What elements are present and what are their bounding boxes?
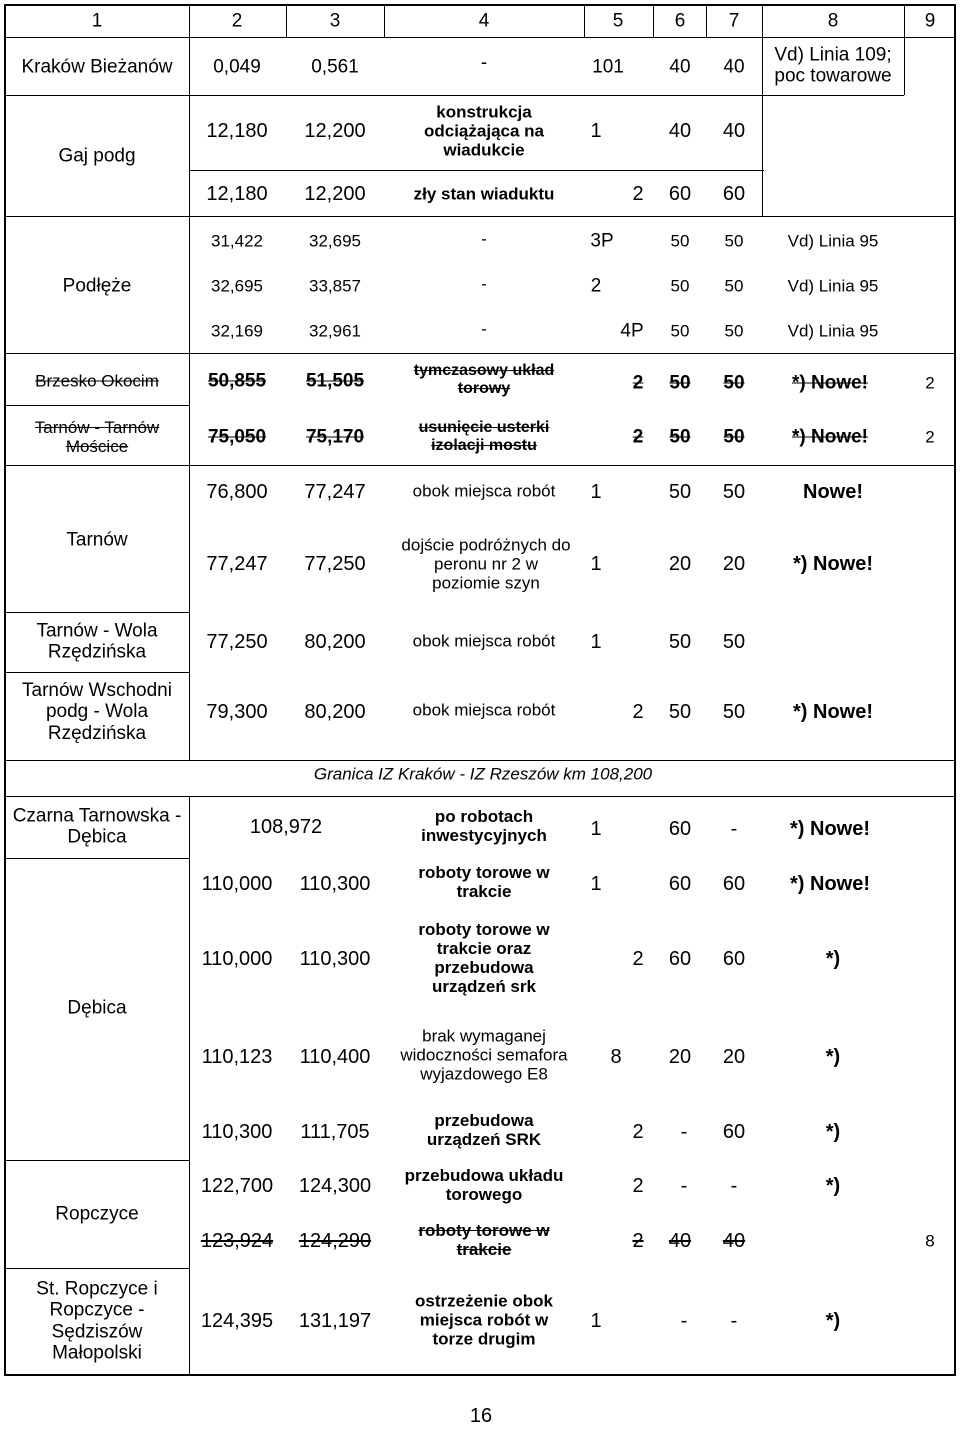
speed-2: 50 (724, 321, 744, 341)
speed-1: 50 (669, 372, 691, 394)
remarks: Vd) Linia 109; poc towarowe (774, 44, 892, 87)
speed-2: 20 (722, 553, 746, 575)
km-from: 0,049 (213, 56, 261, 78)
table-border-bottom (4, 1374, 956, 1376)
speed-1: - (680, 1121, 688, 1143)
track: 1 (590, 818, 602, 840)
remarks: *) Nowe! (792, 372, 868, 394)
km-to: 80,200 (304, 631, 366, 653)
track: 1 (590, 631, 602, 653)
col9-value: 2 (925, 427, 935, 447)
remarks: *) (825, 948, 841, 970)
km-from: 31,422 (211, 231, 263, 251)
col8-box (762, 95, 904, 96)
station-name: Podłęże (62, 275, 132, 297)
row-divider (4, 672, 190, 673)
km-from: 75,050 (207, 426, 267, 448)
header-sep (286, 4, 287, 38)
header-sep (384, 4, 385, 38)
speed-2: 50 (722, 631, 746, 653)
col9-divider (904, 37, 905, 95)
table-border-right (954, 4, 956, 1376)
reason: przebudowa układu torowego (404, 1165, 564, 1204)
speed-1: 60 (668, 948, 692, 970)
row-divider (4, 796, 956, 797)
reason: zły stan wiaduktu (413, 184, 555, 204)
km-from: 110,000 (201, 873, 273, 895)
track: 2 (632, 1230, 644, 1252)
km-from: 110,300 (201, 1121, 273, 1143)
km-to: 32,961 (309, 321, 361, 341)
header-sep (584, 4, 585, 38)
col1-divider (189, 796, 190, 1376)
reason: roboty torowe w trakcie oraz przebudowa urządzeń srk (418, 919, 550, 997)
col9-value: 2 (925, 373, 935, 393)
remarks: Vd) Linia 95 (787, 321, 879, 341)
reason: - (481, 274, 487, 294)
col8-divider (762, 37, 763, 217)
km-to: 124,290 (298, 1230, 372, 1252)
km-from: 110,000 (201, 948, 273, 970)
reason: - (481, 229, 487, 249)
remarks: *) Nowe! (790, 873, 870, 895)
speed-2: 50 (722, 481, 746, 503)
track: 101 (592, 56, 624, 78)
speed-2: 50 (723, 372, 745, 394)
km-from: 12,180 (206, 183, 268, 205)
table-border-left (4, 4, 6, 1376)
reason: roboty torowe w trakcie (418, 1220, 550, 1259)
reason: ostrzeżenie obok miejsca robót w torze drugim (415, 1291, 553, 1349)
column-header: 6 (674, 10, 686, 32)
row-divider (189, 170, 764, 171)
remarks: *) (825, 1175, 841, 1197)
km-from: 77,247 (206, 553, 268, 575)
km-to: 131,197 (298, 1310, 372, 1332)
speed-2: 50 (724, 231, 744, 251)
speed-2: 40 (723, 56, 745, 78)
station-name: St. Ropczyce i Ropczyce - Sędziszów Małopolski (36, 1278, 158, 1364)
km-from: 124,395 (200, 1310, 274, 1332)
km-to: 110,300 (299, 948, 371, 970)
speed-1: - (680, 1310, 688, 1332)
reason: usunięcie usterki izolacji mostu (418, 419, 550, 454)
remarks: *) Nowe! (793, 701, 873, 723)
row-divider (4, 1268, 190, 1269)
track: 1 (590, 1310, 602, 1332)
track: 2 (632, 183, 644, 205)
speed-1: 60 (668, 183, 692, 205)
reason: tymczasowy układ torowy (413, 362, 555, 397)
km-to: 32,695 (309, 231, 361, 251)
reason: obok miejsca robót (412, 700, 556, 720)
km-from: 32,695 (211, 276, 263, 296)
km-to: 75,170 (305, 426, 365, 448)
row-divider (4, 465, 956, 466)
column-header: 9 (924, 10, 936, 32)
reason: brak wymaganej widoczności semafora wyjazdowego E8 (400, 1026, 568, 1084)
station-name: Tarnów - Wola Rzędzińska (36, 620, 158, 663)
speed-1: - (680, 1175, 688, 1197)
remarks: *) (825, 1121, 841, 1143)
km-to: 12,200 (304, 183, 366, 205)
remarks: *) (825, 1046, 841, 1068)
row-divider (4, 612, 190, 613)
header-sep (904, 4, 905, 38)
speed-1: 60 (668, 873, 692, 895)
speed-2: - (730, 1310, 738, 1332)
remarks: Nowe! (803, 481, 863, 503)
speed-1: 50 (668, 481, 692, 503)
remarks: Vd) Linia 95 (787, 276, 879, 296)
reason: konstrukcja odciążająca na wiadukcie (423, 102, 544, 160)
speed-2: - (730, 818, 738, 840)
speed-1: 50 (670, 231, 690, 251)
track: 3P (590, 230, 614, 252)
column-header: 8 (827, 10, 839, 32)
table-border-top (4, 4, 956, 6)
remarks: *) (825, 1310, 841, 1332)
column-header: 4 (478, 10, 490, 32)
speed-1: 50 (668, 631, 692, 653)
speed-2: - (730, 1175, 738, 1197)
km-to: 0,561 (311, 56, 359, 78)
km-from: 122,700 (200, 1175, 274, 1197)
km-from: 79,300 (206, 701, 268, 723)
remarks: Vd) Linia 95 (787, 231, 879, 251)
track: 1 (590, 481, 602, 503)
km-from: 110,123 (201, 1046, 273, 1068)
row-divider (4, 216, 956, 217)
speed-1: 20 (668, 1046, 692, 1068)
track: 1 (590, 873, 602, 895)
station-name: Tarnów Wschodni podg - Wola Rzędzińska (22, 680, 172, 744)
column-header: 5 (612, 10, 624, 32)
remarks: *) Nowe! (792, 426, 868, 448)
reason: obok miejsca robót (412, 481, 556, 501)
track: 2 (590, 275, 602, 297)
row-divider (4, 95, 764, 96)
header-sep (653, 4, 654, 38)
reason: obok miejsca robót (412, 631, 556, 651)
track: 2 (632, 701, 644, 723)
station-name: Czarna Tarnowska - Dębica (12, 805, 182, 848)
col9-value: 8 (925, 1231, 935, 1251)
speed-2: 60 (722, 948, 746, 970)
track: 8 (610, 1046, 622, 1068)
km-to: 110,400 (299, 1046, 371, 1068)
col1-divider (189, 37, 190, 761)
track: 2 (632, 372, 644, 394)
row-divider (4, 1160, 190, 1161)
track: 2 (632, 1175, 644, 1197)
km-from: 77,250 (206, 631, 268, 653)
column-header: 3 (329, 10, 341, 32)
station-name: Brzesko Okocim (35, 371, 159, 391)
reason: przebudowa urządzeń SRK (426, 1110, 542, 1149)
reason: roboty torowe w trakcie (418, 862, 550, 901)
column-header: 2 (231, 10, 243, 32)
speed-2: 40 (722, 120, 746, 142)
speed-2: 50 (722, 701, 746, 723)
remarks: *) Nowe! (790, 818, 870, 840)
km-to: 77,250 (304, 553, 366, 575)
speed-1: 60 (668, 818, 692, 840)
reason: dojście podróżnych do peronu nr 2 w poziomie szyn (401, 535, 571, 593)
km-to: 124,300 (298, 1175, 372, 1197)
km-to: 77,247 (304, 481, 366, 503)
header-sep (189, 4, 190, 38)
km-to: 51,505 (305, 370, 365, 392)
km-to: 33,857 (309, 276, 361, 296)
column-header: 1 (91, 10, 103, 32)
speed-1: 50 (670, 276, 690, 296)
speed-1: 40 (669, 56, 691, 78)
speed-1: 50 (668, 701, 692, 723)
track: 2 (632, 948, 644, 970)
page-number: 16 (469, 1405, 493, 1427)
speed-1: 50 (669, 426, 691, 448)
track: 1 (590, 553, 602, 575)
speed-2: 50 (724, 276, 744, 296)
speed-2: 50 (723, 426, 745, 448)
speed-1: 40 (668, 120, 692, 142)
reason: - (481, 319, 487, 339)
track: 2 (632, 1121, 644, 1143)
remarks: *) Nowe! (793, 553, 873, 575)
speed-1: 20 (668, 553, 692, 575)
track: 1 (590, 120, 602, 142)
station-name: Dębica (67, 997, 127, 1019)
column-header: 7 (728, 10, 740, 32)
speed-2: 20 (722, 1046, 746, 1068)
reason: po robotach inwestycyjnych (421, 806, 547, 845)
km-from: 123,924 (200, 1230, 274, 1252)
header-divider (4, 37, 956, 38)
speed-2: 60 (722, 1121, 746, 1143)
row-divider (4, 760, 956, 761)
km-point: 108,972 (249, 816, 323, 838)
row-divider (4, 353, 956, 354)
speed-2: 60 (722, 873, 746, 895)
speed-1: 40 (668, 1230, 692, 1252)
station-name: Kraków Bieżanów (21, 56, 173, 78)
km-to: 111,705 (300, 1121, 370, 1143)
header-sep (762, 4, 763, 38)
station-name: Ropczyce (55, 1203, 139, 1225)
km-to: 80,200 (304, 701, 366, 723)
station-name: Gaj podg (58, 145, 136, 167)
km-from: 32,169 (211, 321, 263, 341)
speed-2: 40 (722, 1230, 746, 1252)
border-note: Granica IZ Kraków - IZ Rzeszów km 108,200 (313, 764, 653, 784)
row-divider (4, 858, 190, 859)
reason: - (480, 52, 488, 74)
km-to: 110,300 (299, 873, 371, 895)
km-from: 76,800 (206, 481, 268, 503)
header-sep (706, 4, 707, 38)
km-from: 12,180 (206, 120, 268, 142)
km-to: 12,200 (304, 120, 366, 142)
track: 2 (632, 426, 644, 448)
speed-2: 60 (722, 183, 746, 205)
row-divider (4, 405, 190, 406)
km-from: 50,855 (207, 370, 267, 392)
track: 4P (620, 320, 644, 342)
speed-1: 50 (670, 321, 690, 341)
station-name: Tarnów - Tarnów Mościce (34, 417, 160, 456)
station-name: Tarnów (66, 529, 128, 551)
